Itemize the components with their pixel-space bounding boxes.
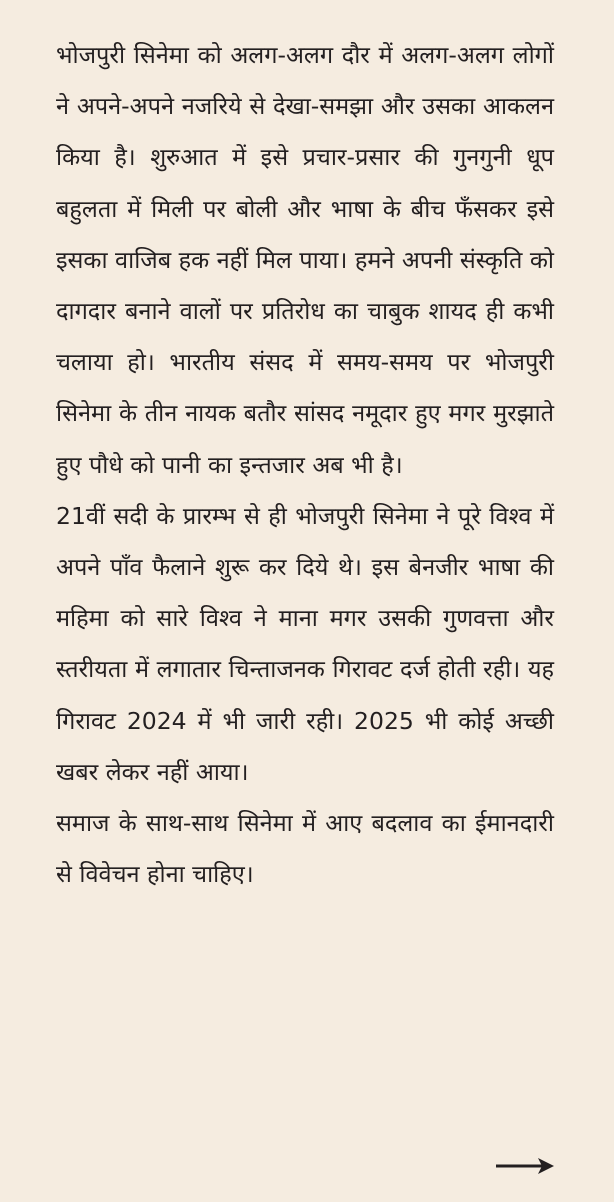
paragraph-1: भोजपुरी सिनेमा को अलग-अलग दौर में अलग-अलग लोगों ने अपने-अपने नजरिये से देखा-समझा और उसका आकलन किया है। शुरुआत में इसे प्रचार-प्रसार की गुनगुनी धूप बहुलता में मिली पर बोली और भाषा के बीच फँसकर इसे इसका वाजिब हक नहीं मिल पाया। हमने अपनी संस्कृति को दागदार बनाने वालों पर प्रतिरोध का चाबुक शायद ही कभी चलाया हो। भारतीय संसद में समय-समय पर भोजपुरी सिनेमा के तीन नायक बतौर सांसद नमूदार हुए मगर मुरझाते हुए पौधे को पानी का इन्तजार अब भी है। (56, 41, 554, 479)
next-page-button[interactable] (494, 1154, 556, 1178)
right-arrow-icon (494, 1154, 556, 1178)
paragraph-3: समाज के साथ-साथ सिनेमा में आए बदलाव का ईमानदारी से विवेचन होना चाहिए। (56, 809, 554, 889)
body-text (56, 30, 554, 900)
paragraph-2: 21वीं सदी के प्रारम्भ से ही भोजपुरी सिनेमा ने पूरे विश्व में अपने पाँव फैलाने शुरू कर दिये थे। इस बेनजीर भाषा की महिमा को सारे विश्व ने माना मगर उसकी गुणवत्ता और स्तरीयता में लगातार चिन्ताजनक गिरावट दर्ज होती रही। यह गिरावट 2024 में भी जारी रही। 2025 भी कोई अच्छी खबर लेकर नहीं आया। (56, 501, 554, 786)
